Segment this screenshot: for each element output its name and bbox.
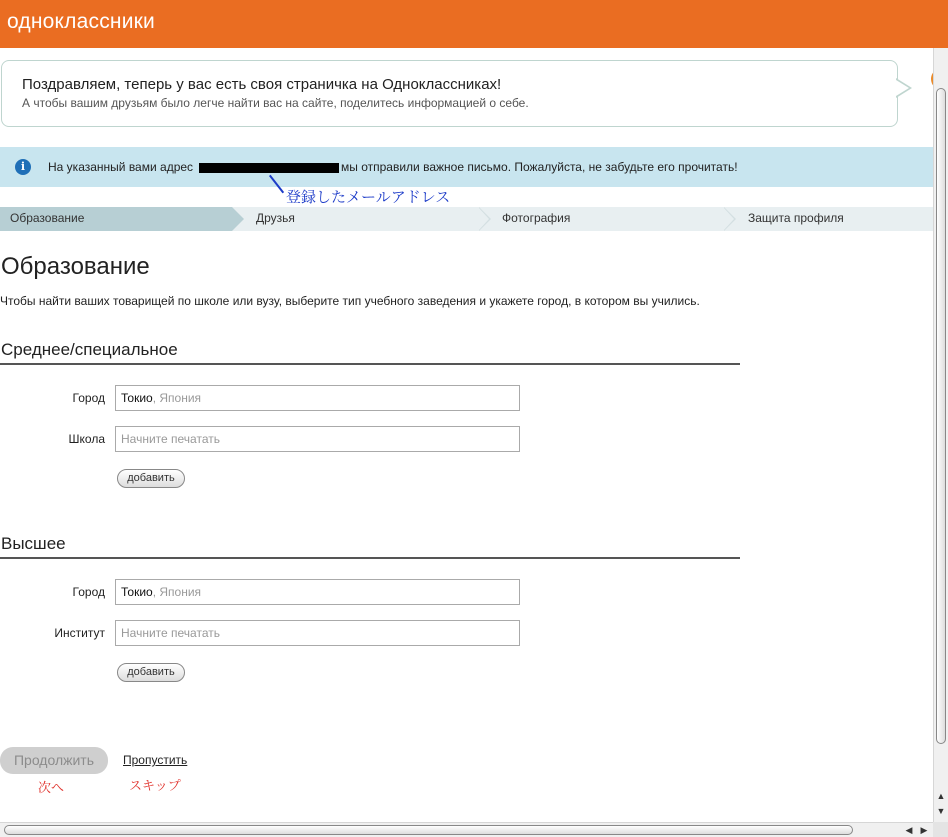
page-title: Образование <box>1 253 150 280</box>
vertical-scrollbar[interactable] <box>933 48 948 822</box>
vertical-scroll-thumb[interactable] <box>936 88 946 744</box>
skip-link[interactable]: Пропустить <box>123 753 188 767</box>
top-bar <box>0 0 948 48</box>
step-friends[interactable]: Друзья <box>256 211 295 225</box>
step-photo[interactable]: Фотография <box>502 211 571 225</box>
continue-button[interactable]: Продолжить <box>0 747 108 774</box>
school-label: Школа <box>68 432 105 446</box>
section-divider <box>0 557 740 559</box>
step-education[interactable]: Образование <box>10 211 85 225</box>
add-school-button[interactable]: добавить <box>117 469 185 488</box>
institute-label: Институт <box>54 626 105 640</box>
add-institute-button[interactable]: добавить <box>117 663 185 682</box>
section-title-higher: Высшее <box>1 534 66 553</box>
scroll-right-icon[interactable]: ▶ <box>920 825 928 835</box>
notice-text-before: На указанный вами адрес <box>48 160 194 174</box>
institute-placeholder: Начните печатать <box>121 626 220 640</box>
email-notice <box>0 147 933 187</box>
bubble-tail-inner <box>896 80 909 96</box>
section-title-secondary: Среднее/специальное <box>1 340 178 359</box>
city-label: Город <box>72 585 105 599</box>
scrollbar-corner <box>933 822 948 837</box>
school-input[interactable] <box>115 426 520 452</box>
step-active-arrow <box>232 207 244 231</box>
school-placeholder: Начните печатать <box>121 432 220 446</box>
horizontal-scrollbar[interactable] <box>0 822 948 837</box>
welcome-title: Поздравляем, теперь у вас есть своя страничка на Одноклассниках! <box>22 76 502 93</box>
step-profile-protection[interactable]: Защита профиля <box>748 211 844 225</box>
site-logo[interactable]: одноклассники <box>7 10 155 33</box>
city-value: Токио, Япония <box>121 585 202 599</box>
university-city-input[interactable] <box>115 579 520 605</box>
section-divider <box>0 363 740 365</box>
email-annotation: 登録したメールアドレス <box>286 189 451 206</box>
step-separator <box>478 207 489 231</box>
city-label: Город <box>72 391 105 405</box>
page-description: Чтобы найти ваших товарищей по школе или вузу, выберите тип учебного заведения и укажете город, в котором вы учились. <box>0 294 700 308</box>
info-icon: i <box>15 159 31 175</box>
step-separator <box>723 207 734 231</box>
scroll-up-icon[interactable]: ▲ <box>936 791 946 801</box>
scroll-down-icon[interactable]: ▼ <box>936 806 946 816</box>
city-value: Токио, Япония <box>121 391 202 405</box>
skip-annotation: スキップ <box>129 778 181 793</box>
welcome-bubble <box>1 60 898 127</box>
welcome-subtitle: А чтобы вашим друзьям было легче найти вас на сайте, поделитесь информацией о себе. <box>22 96 529 110</box>
redacted-email <box>199 163 339 173</box>
institute-input[interactable] <box>115 620 520 646</box>
scroll-left-icon[interactable]: ◀ <box>905 825 913 835</box>
school-city-input[interactable] <box>115 385 520 411</box>
notice-text-after: мы отправили важное письмо. Пожалуйста, не забудьте его прочитать! <box>341 160 738 174</box>
continue-annotation: 次へ <box>38 780 65 795</box>
progress-steps <box>0 207 933 231</box>
horizontal-scroll-thumb[interactable] <box>4 825 853 835</box>
